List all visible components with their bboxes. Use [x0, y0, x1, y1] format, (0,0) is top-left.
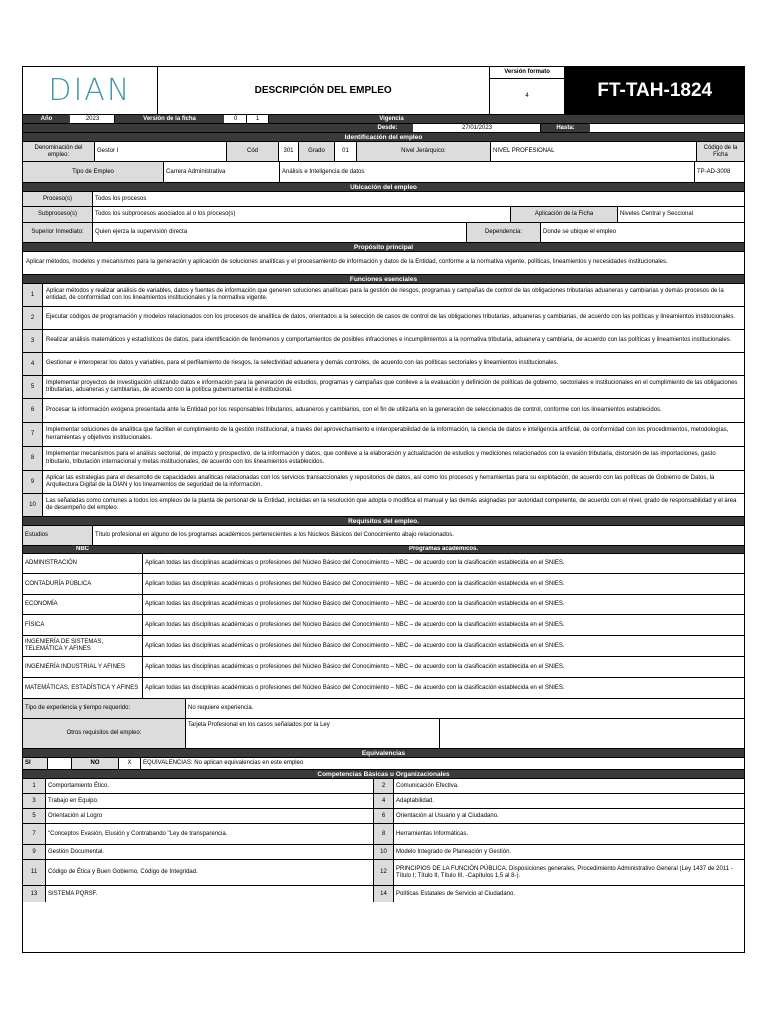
competencia-text: "Conceptos Evasión, Elusión y Contrabando "Ley de transparencia. [46, 824, 374, 844]
competencia-text: Herramientas Informáticas. [396, 830, 469, 837]
version-value: 4 [525, 93, 529, 99]
competencia-number: 3 [23, 794, 46, 808]
identificacion-row-1 [23, 142, 744, 162]
estudios-value: Título profesional en alguno de los programas académicos pertenecientes a los Núcleos Básicos del Conocimiento abajo relacionados. [95, 532, 454, 538]
nbc-name: FÍSICA [23, 615, 143, 635]
funcion-row [23, 399, 744, 423]
competencia-row [23, 824, 744, 845]
equivalencias-no-label: NO [72, 758, 119, 769]
version-ficha-2: 1 [247, 115, 269, 123]
competencia-text: Adaptabilidad. [396, 797, 435, 804]
tipo-empleo-value: Carrera Administrativa [164, 162, 280, 182]
funcion-text: Implementar mecanismos para el análisis sectorial, de impacto y prospectivo, de la información y datos, que conlleve a la elaboración y actualización de estudios y mediciones relacionados con la evasión tributaria, distorsión de las importaciones, gasto tributario, tributación internacional y metas institucionales, de acuerdo con los lineamientos establecidos. [46, 451, 716, 465]
competencia-number: 1 [23, 779, 46, 793]
nivel-label: Nivel Jerárquico: [357, 142, 491, 161]
identificacion-row-2 [23, 162, 744, 183]
nbc-row [23, 615, 744, 636]
aplicacion-label: Aplicación de la Ficha [511, 207, 618, 222]
funcion-row [23, 494, 744, 517]
funciones-header [23, 275, 744, 284]
funcion-text: Implementar proyectos de investigación utilizando datos e información para la generación de estudios, programas y campañas que conlleve a la evaluación y definición de políticas de gobierno, sectoriales e institucionales en el cumplimiento de las obligaciones tributarias, aduaneras y cambiarias, de acuerdo con la política gubernamental e institucional. [46, 379, 738, 393]
competencias-header [23, 770, 744, 779]
nbc-text: Aplican todas las disciplinas académicas o profesiones del Núcleo Básico del Conocimiento – NBC – de acuerdo con la clasificación establecida en el SNIES. [145, 601, 565, 607]
competencia-text: Orientación al Logro [46, 809, 374, 823]
funcion-row [23, 284, 744, 307]
estudios-label: Estudios [23, 526, 93, 545]
funcion-row [23, 330, 744, 353]
competencia-text: Modelo Integrado de Planeación y Gestión. [396, 848, 512, 855]
competencia-row [23, 860, 744, 886]
ubicacion-header [23, 183, 744, 192]
requisitos-title: Requisitos del empleo. [23, 517, 744, 525]
nbc-text: Aplican todas las disciplinas académicas o profesiones del Núcleo Básico del Conocimiento – NBC – de acuerdo con la clasificación establecida en el SNIES. [145, 642, 565, 649]
meta-row-2 [23, 124, 744, 133]
funcion-row [23, 447, 744, 471]
equivalencias-no-mark: X [119, 758, 141, 769]
competencia-number: 5 [23, 809, 46, 823]
estudios-row [23, 526, 744, 546]
funcion-number: 7 [23, 423, 43, 446]
competencia-text: Gestión Documental. [46, 845, 374, 859]
anio-value: 2023 [71, 115, 115, 123]
competencia-row [23, 845, 744, 860]
nbc-header-row [23, 546, 744, 554]
otros-label: Otros requisitos del empleo: [23, 719, 186, 748]
competencia-number: 6 [374, 809, 394, 823]
funciones-list [23, 284, 744, 517]
form-header [23, 67, 744, 115]
denominacion-label: Denominación del empleo: [23, 142, 95, 161]
subproceso-label: Subproceso(s) [23, 207, 93, 222]
equivalencias-title: Equivalencias [23, 749, 744, 757]
proceso-label: Proceso(s) [23, 192, 93, 206]
ubicacion-title: Ubicación del empleo [23, 183, 744, 191]
funcion-number: 9 [23, 471, 43, 493]
competencia-number: 14 [374, 886, 394, 902]
funcion-text: Realizar análisis matemáticos y estadísticos de datos, para identificación de fenómenos y comportamientos de posibles infracciones e incumplimientos a la normativa tributaria, aduanera y cambiaria, de acuerdo con las políticas y lineamientos institucionales. [46, 337, 732, 344]
competencia-number: 13 [23, 886, 46, 902]
competencia-number: 2 [374, 779, 394, 793]
denominacion-value: Gestor I [95, 142, 227, 161]
desde-label: Desde: [362, 124, 414, 132]
aplicacion-value: Niveles Central y Seccional [620, 211, 694, 217]
competencia-row [23, 886, 744, 902]
superior-value: Quien ejerza la supervisión directa [93, 223, 467, 242]
identificacion-header [23, 133, 744, 142]
nbc-text: Aplican todas las disciplinas académicas o profesiones del Núcleo Básico del Conocimiento – NBC – de acuerdo con la clasificación establecida en el SNIES. [145, 580, 565, 587]
nbc-text: Aplican todas las disciplinas académicas o profesiones del Núcleo Básico del Conocimiento – NBC – de acuerdo con la clasificación establecida en el SNIES. [145, 560, 565, 566]
competencia-number: 4 [374, 794, 394, 808]
proceso-value: Todos los procesos [95, 195, 147, 202]
nbc-row [23, 595, 744, 615]
tipo-empleo-label: Tipo de Empleo [23, 162, 164, 182]
funcion-number: 5 [23, 376, 43, 398]
competencia-row [23, 779, 744, 794]
proposito-text: Aplicar métodos, modelos y mecanismos para la generación y aplicación de soluciones analíticas y el procesamiento de información y datos de la Entidad, conforme a la normativa vigente, políticas, lineamientos y necesidades institucionales. [26, 259, 668, 266]
form-code: FT-TAH-1824 [565, 67, 744, 114]
nbc-row [23, 554, 744, 574]
nbc-name: ECONOMÍA [23, 595, 143, 614]
subproceso-value: Todos los subprocesos asociados al o los proceso(s) [93, 207, 511, 222]
competencia-text: Comunicación Efectiva. [396, 782, 459, 789]
experiencia-value: No requiere experiencia. [188, 705, 254, 711]
version-ficha-label: Versión de la ficha [115, 115, 225, 123]
competencia-text: Código de Ética y Buen Gobierno, Código de Integridad. [46, 860, 374, 885]
competencia-text: Trabajo en Equipo. [46, 794, 374, 808]
equivalencias-row [23, 758, 744, 770]
superior-label: Superior Inmediato: [23, 223, 93, 242]
cod-label: Cód [227, 142, 279, 161]
nbc-row [23, 657, 744, 678]
nbc-text: Aplican todas las disciplinas académicas o profesiones del Núcleo Básico del Conocimiento – NBC – de acuerdo con la clasificación establecida en el SNIES. [145, 621, 565, 628]
grado-value: 01 [335, 142, 357, 161]
grado-label: Grado [299, 142, 335, 161]
competencias-title: Competencias Básicas u Organizacionales [23, 770, 744, 778]
nbc-text: Aplican todas las disciplinas académicas o profesiones del Núcleo Básico del Conocimiento – NBC – de acuerdo con la clasificación establecida en el SNIES. [145, 663, 565, 670]
codigo-ficha-value: TP-AD-3008 [697, 168, 731, 175]
nbc-name: CONTADURÍA PÚBLICA [23, 574, 143, 594]
competencia-text: Orientación al Usuario y al Ciudadano. [396, 812, 499, 819]
funcion-number: 3 [23, 330, 43, 352]
codigo-ficha-label: Código de la Ficha [697, 142, 744, 161]
nbc-name: INGENIERÍA DE SISTEMAS, TELEMÁTICA Y AFINES [23, 636, 143, 656]
funciones-title: Funciones esenciales [23, 275, 744, 283]
funcion-row [23, 307, 744, 330]
hasta-value [591, 124, 744, 132]
version-ficha-1: 0 [225, 115, 247, 123]
identificacion-title: Identificación del empleo [23, 133, 744, 141]
funcion-number: 4 [23, 353, 43, 375]
cod-value: 301 [279, 142, 299, 161]
funcion-text: Implementar soluciones de analítica que faciliten el cumplimiento de la gestión institucional, a través del aprovechamiento e interoperabilidad de la información, la ciencia de datos e inteligencia artificial, de conformidad con los procedimientos, metodologías, herramientas y objetivos institucionales. [46, 427, 729, 441]
proceso-row [23, 192, 744, 207]
dian-logo [23, 67, 158, 114]
proposito-row [23, 252, 744, 275]
nbc-row [23, 636, 744, 657]
version-label: Versión formato [490, 67, 565, 79]
equivalencias-si-label: SI [23, 758, 48, 769]
competencia-row [23, 794, 744, 809]
programas-label: Programas académicos. [408, 546, 479, 552]
competencia-number: 10 [374, 845, 394, 859]
equivalencias-text: EQUIVALENCIAS: No aplican equivalencias en este empleo [143, 760, 304, 766]
funcion-number: 1 [23, 284, 43, 306]
funcion-text: Ejecutar códigos de programación y modelos relacionados con los procesos de analítica de datos, orientados a la selección de casos de control de las obligaciones tributarias, aduaneras y cambiarias, de acuerdo con las políticas y lineamientos institucionales. [46, 314, 736, 321]
experiencia-label: Tipo de experiencia y tiempo requerido: [23, 699, 186, 718]
job-description-form [22, 66, 745, 953]
funcion-row [23, 353, 744, 376]
anio-label: Año [23, 115, 71, 123]
funcion-row [23, 423, 744, 447]
competencia-text: Comportamiento Ético. [46, 779, 374, 793]
nbc-name: ADMINISTRACIÓN [23, 554, 143, 573]
requisitos-header [23, 517, 744, 526]
otros-row [23, 719, 744, 749]
dian-logo-text: DIAN [48, 73, 132, 108]
nbc-list [23, 554, 744, 699]
competencia-number: 12 [374, 860, 394, 885]
form-title: DESCRIPCIÓN DEL EMPLEO [158, 67, 490, 114]
funcion-text: Procesar la información exógena presentada ante la Entidad por los responsables tributarios, aduaneros y cambiarios, con el fin de utilizarla en la generación de seleccionados de control, conforme con los lineamientos establecidos. [46, 406, 662, 413]
competencia-row [23, 809, 744, 824]
funcion-number: 10 [23, 494, 43, 516]
version-box [490, 67, 566, 114]
competencias-list [23, 779, 744, 902]
competencia-text: PRINCIPIOS DE LA FUNCIÓN PÚBLICA. Disposiciones generales, Procedimiento Administrativo General (Ley 1437 de 2011 -Título I; Título II, Título III. -Capítulos 1,5 al 8-). [396, 865, 733, 879]
competencia-number: 8 [374, 824, 394, 844]
funcion-text: Gestionar e interoperar los datos y variables, para el perfilamiento de riesgos, la selectividad aduanera y demás controles, de acuerdo con las políticas sectoriales y lineamientos institucionales. [46, 360, 559, 367]
proposito-title: Propósito principal [23, 243, 744, 251]
competencia-text: Políticas Estatales de Servicio al Ciudadano. [396, 890, 516, 897]
experiencia-row [23, 699, 744, 719]
nivel-value: NIVEL PROFESIONAL [491, 142, 697, 161]
funcion-text: Aplicar métodos y realizar análisis de variables, datos y fuentes de información que generen soluciones analíticas para la gestión de riesgos, programas y campañas de control de las obligaciones tributarias aduaneras y cambiarias y demás procesos de la entidad, de conformidad con los lineamientos institucionales y la normativa vigente. [46, 287, 724, 301]
funcion-number: 8 [23, 447, 43, 470]
hasta-label: Hasta: [541, 124, 591, 132]
meta-row-1 [23, 115, 744, 124]
funcion-number: 6 [23, 399, 43, 422]
vigencia-label: Vigencia [362, 115, 422, 123]
nbc-row [23, 574, 744, 595]
funcion-number: 2 [23, 307, 43, 329]
equivalencias-si-box [48, 758, 72, 769]
nbc-row [23, 678, 744, 699]
nbc-name: INGENIERÍA INDUSTRIAL Y AFINES [23, 657, 143, 677]
competencia-number: 7 [23, 824, 46, 844]
nbc-label: NBC [23, 546, 143, 553]
competencia-number: 11 [23, 860, 46, 885]
otros-value: Tarjeta Profesional en los casos señalados por la Ley [186, 719, 440, 748]
superior-row [23, 223, 744, 243]
funcion-row [23, 471, 744, 494]
dependencia-value: Donde se ubique el empleo [543, 229, 617, 235]
competencia-number: 9 [23, 845, 46, 859]
nbc-text: Aplican todas las disciplinas académicas o profesiones del Núcleo Básico del Conocimiento – NBC – de acuerdo con la clasificación establecida en el SNIES. [145, 684, 565, 691]
funcion-text: Aplicar las estrategias para el desarrollo de capacidades analíticas relacionadas con los servicios transaccionales y repositorios de datos, así como los procesos y herramientas para su explotación, de acuerdo con las políticas de Gobierno de Datos, la Arquitectura Digital de la DIAN y los lineamientos de seguridad de la información. [46, 474, 715, 488]
funcion-text: Las señaladas como comunes a todos los empleos de la planta de personal de la Entidad, incluidas en la resolución que adopta o modifica el manual y las demás asignadas por autoridad competente, de acuerdo con el nivel, grado de responsabilidad y el área de desempeño del empleo. [46, 497, 737, 511]
subproceso-row [23, 207, 744, 223]
desde-value: 27/01/2023 [414, 124, 541, 132]
equivalencias-header [23, 749, 744, 758]
dependencia-label: Dependencia: [467, 223, 541, 242]
proposito-header [23, 243, 744, 252]
funcion-row [23, 376, 744, 399]
area-value: Análisis e Inteligencia de datos [280, 162, 695, 182]
nbc-name: MATEMÁTICAS, ESTADÍSTICA Y AFINES [23, 678, 143, 698]
competencia-text: SISTEMA PQRSF. [46, 886, 374, 902]
